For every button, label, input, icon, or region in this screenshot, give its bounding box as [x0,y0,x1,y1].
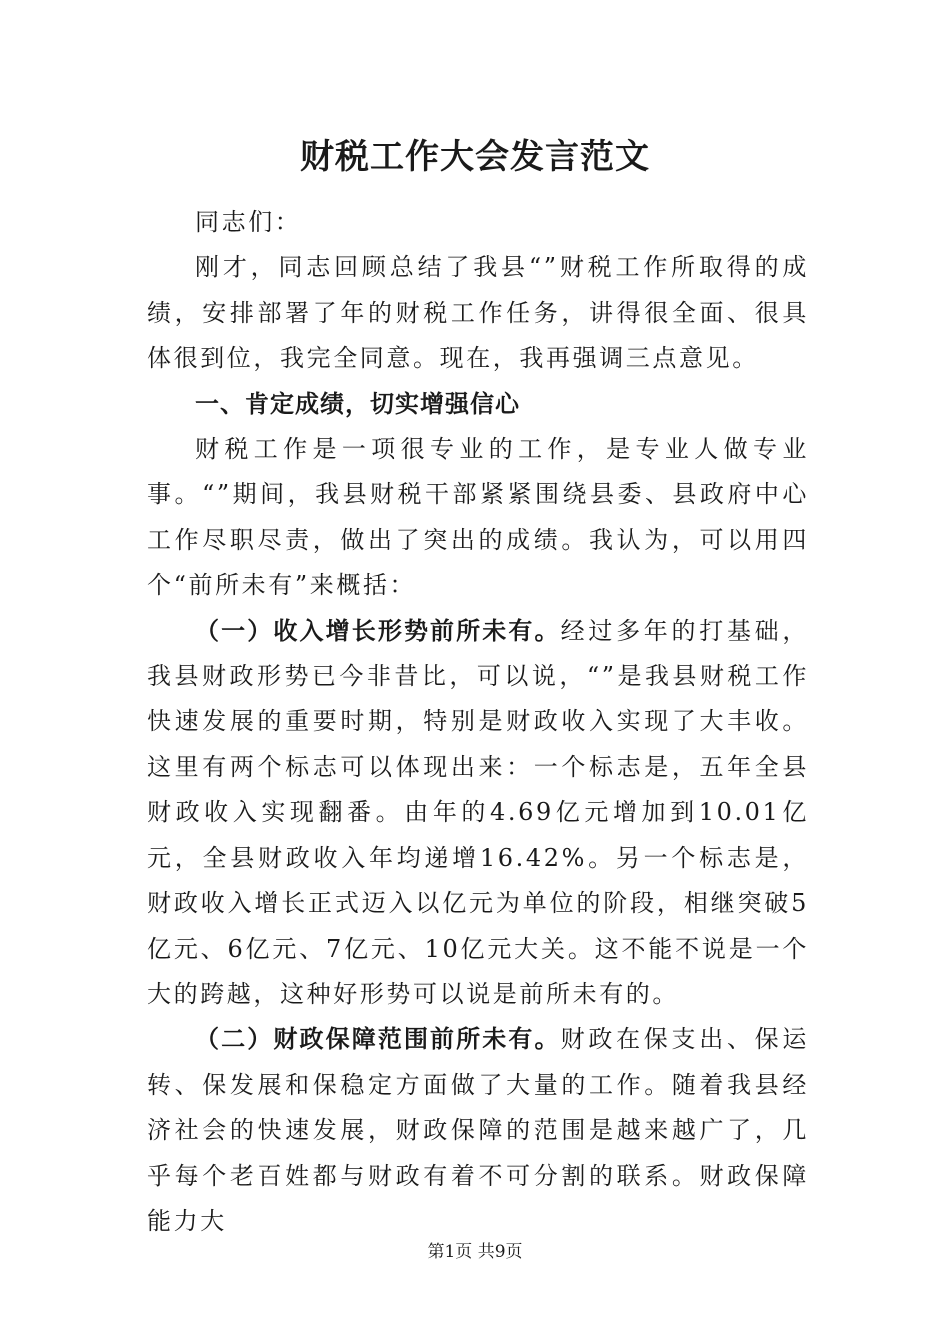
item-1-lead: （一）收入增长形势前所未有。 [195,616,561,645]
section-1-paragraph: 财税工作是一项很专业的工作，是专业人做专业事。“”期间，我县财税干部紧紧围绕县委、县政府中心工作尽职尽责，做出了突出的成绩。我认为，可以用四个“前所未有”来概括： [147,435,809,600]
intro-paragraph: 刚才，同志回顾总结了我县“”财税工作所取得的成绩，安排部署了年的财税工作任务，讲得很全面、很具体很到位，我完全同意。现在，我再强调三点意见。 [147,253,809,373]
item-2-paragraph [147,1017,809,1244]
item-2-text: 财政在保支出、保运转、保发展和保稳定方面做了大量的工作。随着我县经济社会的快速发展，财政保障的范围是越来越广了，几乎每个老百姓都与财政有着不可分割的联系。财政保障能力大 [147,1025,809,1235]
document-body [147,200,809,1244]
section-1-heading: 一、肯定成绩，切实增强信心 [195,389,520,418]
item-1-paragraph [147,609,809,1018]
item-1-text: 经过多年的打基础，我县财政形势已今非昔比，可以说，“”是我县财税工作快速发展的重要时期，特别是财政收入实现了大丰收。这里有两个标志可以体现出来：一个标志是，五年全县财政收入实现翻番。由年的4.69亿元增加到10.01亿元，全县财政收入年均递增16.42%。另一个标志是，财政收入增长正式迈入以亿元为单位的阶段，相继突破5亿元、6亿元、7亿元、10亿元大关。这不能不说是一个大的跨越，这种好形势可以说是前所未有的。 [147,616,809,1008]
item-2-lead: （二）财政保障范围前所未有。 [195,1025,561,1054]
salutation: 同志们： [195,208,302,236]
document-title: 财税工作大会发言范文 [300,137,650,177]
page-footer: 第1页 共9页 [427,1242,523,1262]
